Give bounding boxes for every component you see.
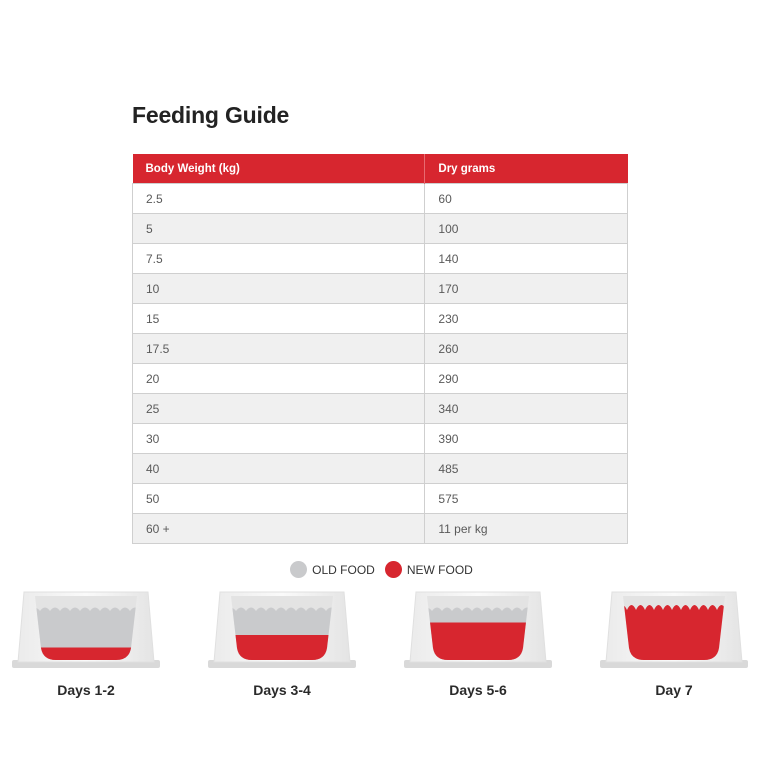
cell-body-weight: 2.5 <box>133 184 425 214</box>
cell-dry-grams: 390 <box>425 424 628 454</box>
header-body-weight: Body Weight (kg) <box>133 154 425 184</box>
bowl-label: Days 3-4 <box>253 682 311 698</box>
cell-dry-grams: 60 <box>425 184 628 214</box>
legend-old-food <box>290 561 375 578</box>
table-row <box>133 244 628 274</box>
table-row <box>133 454 628 484</box>
bowl-icon <box>10 586 162 670</box>
table-row <box>133 274 628 304</box>
cell-body-weight: 10 <box>133 274 425 304</box>
bowl-label: Days 1-2 <box>57 682 115 698</box>
feeding-table <box>132 154 628 544</box>
cell-dry-grams: 100 <box>425 214 628 244</box>
table-row <box>133 484 628 514</box>
table-row <box>133 184 628 214</box>
bowl-1 <box>10 586 162 698</box>
transition-bowls <box>0 586 763 716</box>
cell-dry-grams: 290 <box>425 364 628 394</box>
bowl-3 <box>402 586 554 698</box>
legend-old-label: OLD FOOD <box>312 562 375 577</box>
bowl-icon <box>598 586 750 670</box>
bowl-label: Days 5-6 <box>449 682 507 698</box>
bowl-icon <box>206 586 358 670</box>
cell-dry-grams: 170 <box>425 274 628 304</box>
page-title: Feeding Guide <box>132 102 290 128</box>
cell-body-weight: 17.5 <box>133 334 425 364</box>
new-food-swatch <box>385 561 402 578</box>
cell-body-weight: 15 <box>133 304 425 334</box>
cell-dry-grams: 140 <box>425 244 628 274</box>
table-row <box>133 214 628 244</box>
cell-body-weight: 20 <box>133 364 425 394</box>
table-row <box>133 304 628 334</box>
cell-dry-grams: 11 per kg <box>425 514 628 544</box>
cell-body-weight: 7.5 <box>133 244 425 274</box>
header-dry-grams: Dry grams <box>425 154 628 184</box>
cell-dry-grams: 260 <box>425 334 628 364</box>
table-row <box>133 364 628 394</box>
table-row <box>133 424 628 454</box>
cell-body-weight: 30 <box>133 424 425 454</box>
table-header-row <box>133 154 628 184</box>
legend-new-food <box>385 561 473 578</box>
cell-body-weight: 60 + <box>133 514 425 544</box>
cell-body-weight: 5 <box>133 214 425 244</box>
table-row <box>133 334 628 364</box>
cell-body-weight: 50 <box>133 484 425 514</box>
cell-dry-grams: 340 <box>425 394 628 424</box>
bowl-4 <box>598 586 750 698</box>
table-row <box>133 394 628 424</box>
cell-body-weight: 40 <box>133 454 425 484</box>
cell-dry-grams: 485 <box>425 454 628 484</box>
legend <box>0 561 763 578</box>
bowl-icon <box>402 586 554 670</box>
cell-dry-grams: 230 <box>425 304 628 334</box>
legend-new-label: NEW FOOD <box>406 562 473 577</box>
bowl-label: Day 7 <box>655 682 693 698</box>
bowl-2 <box>206 586 358 698</box>
old-food-swatch <box>290 561 307 578</box>
cell-dry-grams: 575 <box>425 484 628 514</box>
cell-body-weight: 25 <box>133 394 425 424</box>
table-row <box>133 514 628 544</box>
